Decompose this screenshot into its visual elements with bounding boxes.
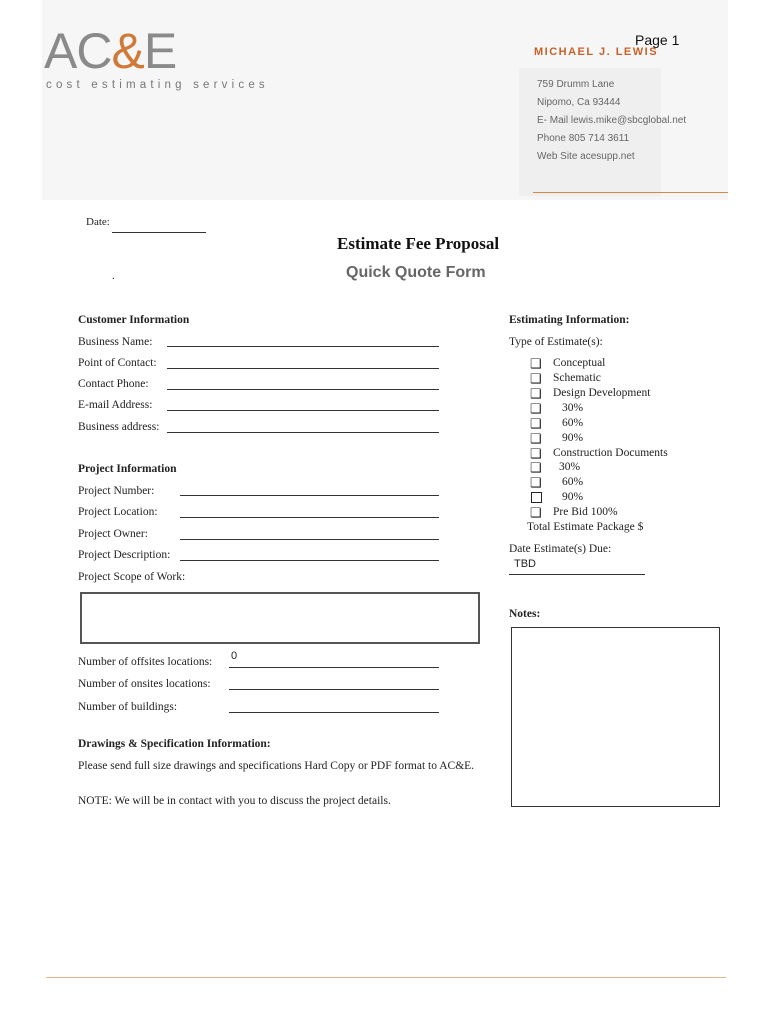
contact-address: 759 Drumm Lane <box>537 79 615 90</box>
project-description-label: Project Description: <box>78 549 171 561</box>
checkbox-conceptual[interactable]: ❑ <box>530 356 542 371</box>
stray-dot: . <box>112 270 115 282</box>
contact-city: Nipomo, Ca 93444 <box>537 97 621 108</box>
customer-heading: Customer Information <box>78 314 190 326</box>
company-logo: AC&E <box>44 23 177 79</box>
onsites-label: Number of onsites locations: <box>78 678 211 690</box>
logo-tagline: cost estimating services <box>46 79 269 91</box>
footer-divider <box>46 977 726 978</box>
option-dd-90: 90% <box>562 432 584 444</box>
buildings-field[interactable] <box>229 712 439 713</box>
checkbox-pre-bid[interactable]: ❑ <box>530 505 542 520</box>
point-of-contact-field[interactable] <box>167 368 439 369</box>
offsites-value: 0 <box>231 650 238 662</box>
project-scope-textarea[interactable] <box>80 592 480 644</box>
project-number-label: Project Number: <box>78 485 155 497</box>
offsites-label: Number of offsites locations: <box>78 656 213 668</box>
checkbox-dd-30[interactable]: ❑ <box>530 401 542 416</box>
option-conceptual: Conceptual <box>553 357 606 369</box>
date-label: Date: <box>86 216 110 228</box>
header-divider <box>533 192 728 193</box>
email-address-field[interactable] <box>167 410 439 411</box>
contact-name: MICHAEL J. LEWIS <box>534 46 659 58</box>
buildings-label: Number of buildings: <box>78 701 178 713</box>
project-owner-field[interactable] <box>180 539 439 540</box>
contact-phone-field[interactable] <box>167 389 439 390</box>
option-design-development: Design Development <box>553 387 651 399</box>
checkbox-design-development[interactable]: ❑ <box>530 386 542 401</box>
date-due-field[interactable] <box>509 574 645 575</box>
business-address-field[interactable] <box>167 432 439 433</box>
page-subtitle: Quick Quote Form <box>346 264 486 281</box>
notes-textarea[interactable] <box>511 627 720 807</box>
contact-phone-label: Contact Phone: <box>78 378 149 390</box>
checkbox-cd-30[interactable]: ❑ <box>530 460 542 475</box>
total-estimate-label: Total Estimate Package $ <box>527 521 644 533</box>
estimate-type-label: Type of Estimate(s): <box>509 336 603 348</box>
business-address-label: Business address: <box>78 421 160 433</box>
onsites-field[interactable] <box>229 689 439 690</box>
project-location-field[interactable] <box>180 517 439 518</box>
contact-website: Web Site acesupp.net <box>537 151 635 162</box>
business-name-label: Business Name: <box>78 336 153 348</box>
option-cd-30: 30% <box>559 461 581 473</box>
checkbox-cd-90[interactable] <box>531 492 542 503</box>
contact-note: NOTE: We will be in contact with you to discuss the project details. <box>78 795 391 807</box>
contact-phone: Phone 805 714 3611 <box>537 133 630 144</box>
option-dd-60: 60% <box>562 417 584 429</box>
project-scope-label: Project Scope of Work: <box>78 571 186 583</box>
drawings-instructions: Please send full size drawings and specifications Hard Copy or PDF format to AC&E. <box>78 760 475 772</box>
notes-label: Notes: <box>509 608 541 620</box>
option-cd-90: 90% <box>562 491 584 503</box>
date-due-label: Date Estimate(s) Due: <box>509 543 612 555</box>
email-address-label: E-mail Address: <box>78 399 153 411</box>
project-heading: Project Information <box>78 463 177 475</box>
project-owner-label: Project Owner: <box>78 528 148 540</box>
project-location-label: Project Location: <box>78 506 158 518</box>
option-cd-60: 60% <box>562 476 584 488</box>
date-due-value: TBD <box>514 558 536 570</box>
page-number: Page 1 <box>635 32 680 48</box>
page-title: Estimate Fee Proposal <box>337 234 500 253</box>
project-description-field[interactable] <box>180 560 439 561</box>
date-field[interactable] <box>112 220 206 233</box>
option-construction-documents: Construction Documents <box>553 447 668 459</box>
checkbox-schematic[interactable]: ❑ <box>530 371 542 386</box>
point-of-contact-label: Point of Contact: <box>78 357 157 369</box>
estimating-heading: Estimating Information: <box>509 314 630 326</box>
offsites-field[interactable] <box>229 667 439 668</box>
option-schematic: Schematic <box>553 372 601 384</box>
checkbox-dd-90[interactable]: ❑ <box>530 431 542 446</box>
checkbox-construction-documents[interactable]: ❑ <box>530 446 542 461</box>
drawings-heading: Drawings & Specification Information: <box>78 738 271 750</box>
project-number-field[interactable] <box>180 495 439 496</box>
contact-email: E- Mail lewis.mike@sbcglobal.net <box>537 115 687 126</box>
business-name-field[interactable] <box>167 346 439 347</box>
option-dd-30: 30% <box>562 402 584 414</box>
checkbox-cd-60[interactable]: ❑ <box>530 475 542 490</box>
option-pre-bid: Pre Bid 100% <box>553 506 618 518</box>
checkbox-dd-60[interactable]: ❑ <box>530 416 542 431</box>
